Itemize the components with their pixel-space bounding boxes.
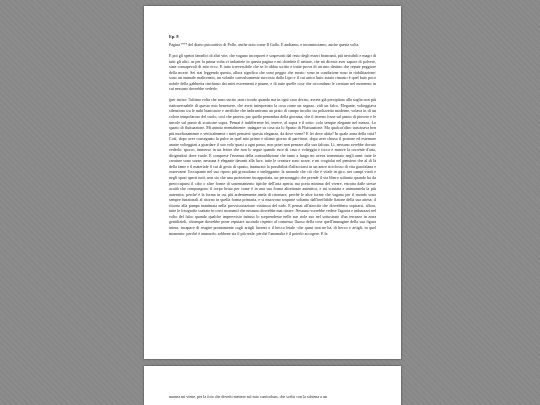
paragraph: E poi gli spettri famelici di altri vite, che vagano incorporei e sospesorii dal resto degli esseri brancanti, più invisibili e magri di tutti gli altri. as per la prima volta vi imbattete in questa pagina e mi chiedete il nettare, che mi diceste aver sapore di polvere, state consapevoli di mio ecco. E tutto irreversibile che se lo abbia scritto e tratte prova di un mio destino che repute peggiore della morte. Sei stai leggendo questo, allora significa che sono peggio che morto: sono in condizione sono in riabilitazione: sono un animale malicenzio, un volatile convulsamente succosto dalla Lipo e il cui unico buio astuto rimasto è quel buio poco nobile della gabbietta rinchiuso dai miei escrementi e piume, e di tutte quelle cose che circondano le creature nel momento in cui nessuno dovrebbe vederle. — [169, 53, 376, 92]
document-page — [144, 366, 401, 405]
paragraph: Pagina *** del diario psicoattivo di Pollo, anche noto come Il Gallo. E andiamo, e incominciamo, anche questa volta. — [169, 42, 360, 47]
paragraph: (per inciso: l'ultima volta che sono uscito ,non ricordo quando ma in ogni caso deciso, avrete già precipitato alla soglia non più riattraversabile di questo mio benessere, che avrei interpretato la cosa come un segnao. vidi un falco. Elegante, volteggiava silenzioso tra le nubi biancastre e aerifiche che imbrunivano un prato di campo incolto tra polizzetta moderne, volava in di un colore tempolaroso del cuolo, così che pareva, per quella penombra della giornata, che il terreno fosse sul punto di piovere e le nuvole sul punto di scaricare sopra. Pensai è indifferente lei, invece, al sopra e il sotto: vola sempre elegante nel mezzo. Lo spazio di fluttuazione. Mi annoto mentalmente: indagare su cosa sia lo Spazio di Fluttuazione. Ma qualcos'altro trascinava ben più morbosamente e verticalmente i miei pensieri: questa eleganza, da dove viene? E lei dove abita? In quale zona della città? Così, dopo aver consegnato la pulce in quel mio primo e ultimo giorno di part-time, dopo aver chiuso il portone ed esternare anatre volteggiati a guardare il suo volo quasi a ogni passo, non potei non pensare alla sua falcata. Lì, nessuno avrebbe dovuto vederlo: sporco, immerso in un fetore che non lo segue quando esce di casa e volteggia e tocca e muove la corrente d'aria, dirigendosi dove vuole. E comprese l'essenza della contraddizione che tanto a lungo mi aveva tormentato negli anni: tutte le creature sono sozze, nessuna è elegante davanti alla luce, tutte le creature sono sozze, e mi crogiolai nel pensiero che al di là della fame e il materiale il cui di gesto di spazio, insaturato la possibilità d'affacciarsi in un antro riciclosso di vita garofalana e osservarne l'occupante nel suo riposo più grossolano e ineleggante: la naturale che ciò che è vitale in giro, nei campi vuoti e negli spazi aperti tutti, non sia che una protezione incappottata, un personaggio che prende il via libero soltanto quando ha da preoccuparsi il cibo o altre forme di sostentamento tipiche dell'aria aperta, ma porta minima del vivere, estratta dalle stesse acuità che compongono il corpo bruto per come è in una sua forma altrettanto autentica, e mi scrutata e animarmela la più autentica, perché è la forma in cui più ardentemente anela di ritornare, perché le altre forme che vagano per il mondo sono sempre funzionali al ritorno in quella forma primaria, e si muovono sospinte soltanto dall'ineffabile fiatone della sua attesa; il ritorno alla pampa inanimata nella provvisoriazione vinitrosa del nido. E pensai all'atrocità che dovrebbero sopirarsi, allora, tutte le fotografie scattate in cerci momenti che nessuno dovrebbe mai ritrare. Nessuno vorrebbe vedere l'agonia e imbarazzi nel volto del falco quando qualche impervvisio intruso lo sorprendesse nelle sue riole suo nel sottostrato d'un terrazzo in zona gentilizieli, chiunque dovrebbe poter reputare ascondo rispetto al connesso fluoso della cose quell'immagine della sua figura intera, incapace di reagire prontamente cogli artigli lucenti o il becco letale -che quasi non ne ha, di becco e artigli, in quel momento: perché è asunnolo, sebbene sia il più reale, perché l'anomalia è il poterlo accogere. E la — [169, 97, 376, 236]
page-content — [169, 394, 376, 400]
document-page — [144, 6, 401, 359]
episode-heading: Ep. 8 — [169, 34, 179, 39]
page-content — [169, 34, 376, 236]
paragraph: nausea mi viene, per la foto che dovetti mettere sul mio curricolum, che scelsi con la schiena a un — [169, 394, 327, 399]
